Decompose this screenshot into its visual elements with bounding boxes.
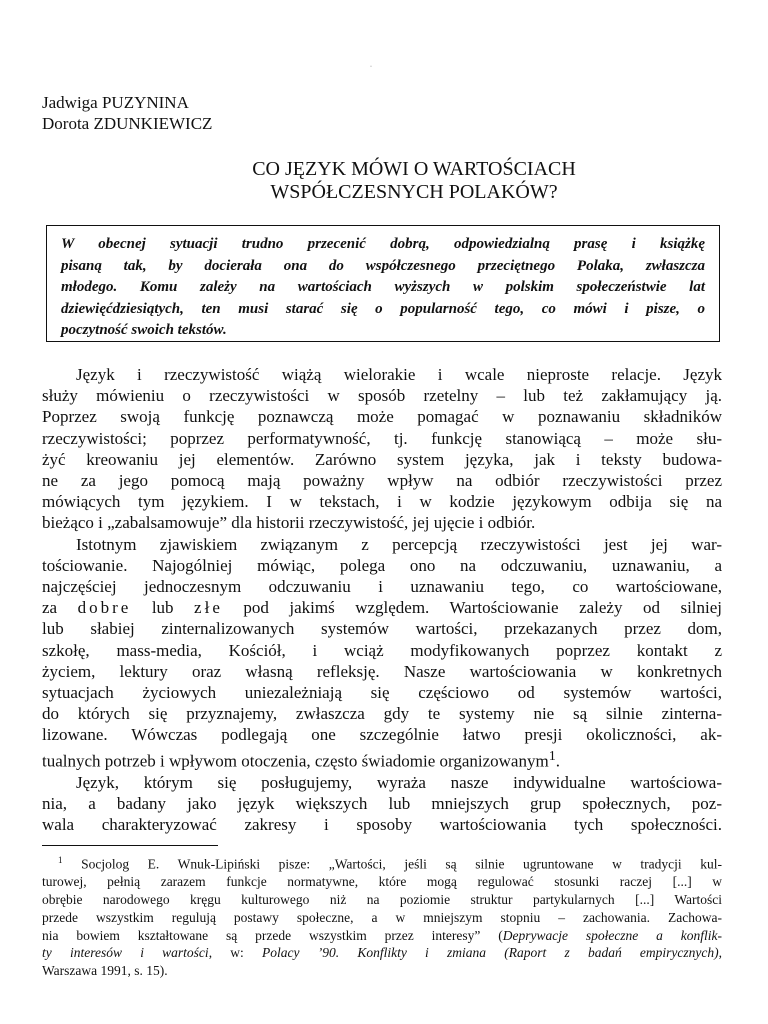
authors-block	[42, 92, 212, 134]
paragraph-line: Istotnym zjawiskiem związanym z percepcją rzeczywistości jest jej war-	[76, 534, 722, 554]
paragraph-line: szkołę, mass-media, Kościół, i wciąż modyfikowanych poprzez kontakt z	[42, 640, 722, 660]
text-fragment: za	[42, 598, 58, 618]
paragraph-line: najczęściej jednoczesnym odczuwaniu i uznawaniu tego, co wartościowane,	[42, 577, 722, 597]
citation-title: ty interesów i wartości	[42, 945, 209, 961]
author-name: Jadwiga PUZYNINA	[42, 93, 189, 112]
footnote-line	[42, 944, 722, 962]
title-line: CO JĘZYK MÓWI O WARTOŚCIACH	[252, 158, 576, 180]
paragraph-line: mówiących tym językiem. I w tekstach, i w kodzie językowym odbija się na	[42, 492, 722, 512]
motto-line: pisaną tak, by docierała ona do współczesnego przeciętnego Polaka, zwłaszcza	[61, 257, 705, 274]
motto-line: młodego. Komu zależy na wartościach wyższych w polskim społeczeństwie lat	[61, 279, 705, 296]
text-fragment: tualnych potrzeb i wpływom otoczenia, często świadomie organizowanym	[42, 751, 549, 771]
spaced-word-zle: złe	[194, 598, 223, 618]
paragraph-line: żyć kreowaniu jej elementów. Zarówno system języka, jak i teksty budowa-	[42, 449, 722, 469]
footnote-line: przede wszystkim regulują postawy społeczne, a w mniejszym stopniu – zachowania. Zachowa-	[42, 909, 722, 925]
footnote	[42, 852, 722, 980]
article-title	[60, 158, 768, 204]
footnote-line	[42, 852, 722, 873]
paragraph-line: tościowanie. Najogólniej mówiąc, polega ono na odczuwaniu, uznawaniu, a	[42, 555, 722, 575]
text-fragment: , w:	[208, 945, 263, 961]
paragraph-line: nia, a badany jako język większych lub mniejszych grup społecznych, poz-	[42, 793, 722, 813]
footnote-reference: 1	[548, 747, 556, 764]
body-text	[42, 364, 722, 835]
paragraph-line: do których się przyznajemy, zwłaszcza gdy te systemy nie są silnie zinterna-	[42, 704, 722, 724]
paragraph-line: tualnych potrzeb i wpływom otoczenia, często świadomie organizowanym$^1$.	[42, 747, 561, 771]
spaced-word-dobre: dobre	[77, 598, 132, 618]
motto-line: W obecnej sytuacji trudno przecenić dobrą, odpowiedzialną prasę i książkę	[61, 236, 705, 252]
paragraph-line: Język i rzeczywistość wiążą wielorakie i wcale nieproste relacje. Język	[76, 365, 722, 384]
text-fragment: ,	[718, 945, 723, 961]
footnote-line: obrębie narodowego kręgu kulturowego niż na poziomie struktur partykularnych [...] Wartości	[42, 892, 722, 908]
paragraph-line: sytuacjach życiowych uniezależniają się częściowo od systemów wartości,	[42, 683, 722, 703]
motto-line: dziewięćdziesiątych, ten musi starać się o popularność tego, co mówi i pisze, o	[61, 300, 705, 317]
text-fragment: pod jakimś względem. Wartościowanie zależy od silniej	[243, 598, 723, 618]
paragraph-line: Poprzez swoją funkcję poznawczą może pomagać w poznawaniu składników	[42, 407, 722, 427]
paragraph-line: Język, którym się posługujemy, wyraża nasze indywidualne wartościowa-	[76, 772, 722, 792]
text-fragment: lub	[151, 598, 174, 618]
paragraph-line: lub słabiej zinternalizowanych systemów wartości, przekazanych przez dom,	[42, 619, 722, 639]
paragraph-line: lizowane. Wówczas podlegają one szczególnie łatwo presji okoliczności, ak-	[42, 725, 722, 745]
paragraph-line: wala charakteryzować zakresy i sposoby wartościowania tych społeczności.	[42, 814, 722, 834]
citation-title: Polacy ’90. Konflikty i zmiana (Raport z badań empirycznych)	[262, 945, 719, 961]
footnote-divider	[42, 845, 218, 846]
text-fragment: nia bowiem kształtowane są przede wszystkim przez interesy” (	[42, 927, 503, 943]
footnote-line: turowej, pełnią zarazem funkcje normatywne, które mogą regulować stosunki raczej [...] w	[42, 874, 722, 890]
paragraph-line	[42, 597, 722, 618]
paragraph-line: życiem, lektury oraz własną refleksję. Nasze wartościowania w konkretnych	[42, 661, 722, 681]
footnote-line	[42, 927, 722, 945]
paragraph-line: służy mówieniu o rzeczywistości w sposób rzetelny – lub też zakłamujący ją.	[42, 386, 722, 406]
text-fragment: Socjolog E. Wnuk-Lipiński pisze: „Wartości, jeśli są silnie ugruntowane w tradycji kul-	[81, 856, 722, 872]
paragraph-line: ne za jego pomocą mają poważny wpływ na odbiór rzeczywistości przez	[42, 471, 722, 491]
scan-speck: ·	[370, 64, 372, 70]
footnote-line: Warszawa 1991, s. 15).	[42, 963, 168, 979]
motto-line: poczytność swoich tekstów.	[61, 322, 227, 339]
motto-box	[46, 225, 720, 342]
citation-title: Deprywacje społeczne a konflik-	[502, 927, 722, 943]
author-name: Dorota ZDUNKIEWICZ	[42, 114, 213, 133]
paragraph-line: rzeczywistości; poprzez performatywność, tj. funkcję stanowiącą – może słu-	[42, 428, 722, 448]
paragraph-line: bieżąco i „zabalsamowuje” dla historii rzeczywistość, jej ujęcie i odbiór.	[42, 513, 536, 533]
footnote-number: 1	[58, 855, 63, 865]
title-line: WSPÓŁCZESNYCH POLAKÓW?	[270, 181, 558, 203]
